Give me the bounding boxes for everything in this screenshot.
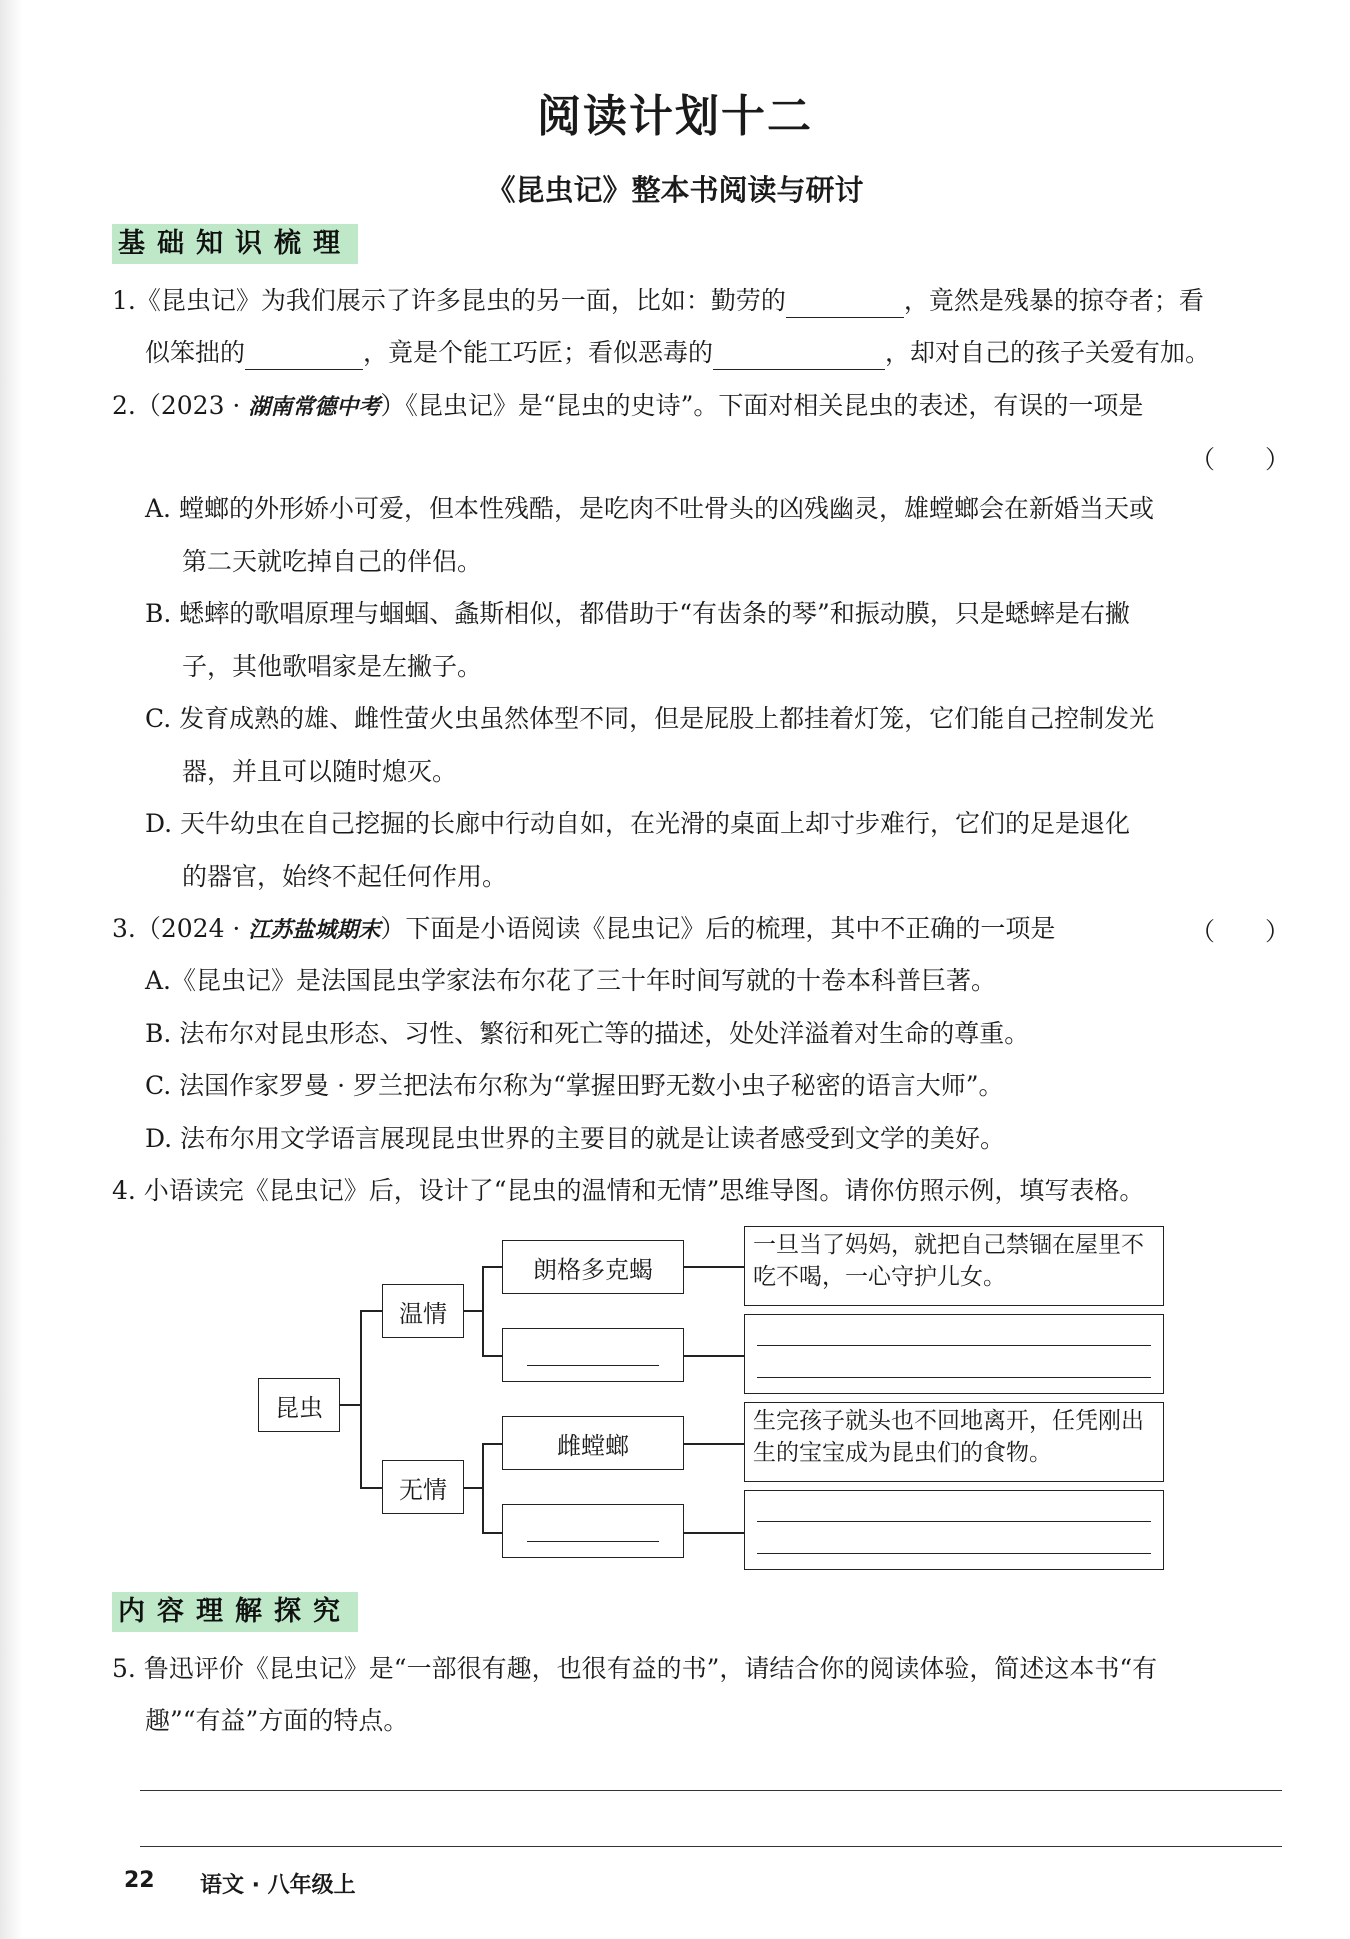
question-2-option-d-line-2: 的器官，始终不起任何作用。 (182, 862, 508, 891)
mind-map-root: 昆虫 (258, 1378, 340, 1432)
connector (684, 1532, 744, 1534)
connector (464, 1310, 482, 1312)
question-3-answer-paren[interactable]: （ ） (1190, 917, 1291, 946)
question-3-stem: 3.（2024 · 江苏盐城期末）下面是小语阅读《昆虫记》后的梳理，其中不正确的一项是 (112, 914, 1056, 943)
section-label-understanding: 内容理解探究 (112, 1592, 358, 1632)
answer-blank-3[interactable] (713, 343, 885, 370)
question-2-option-d-line-1: D. 天牛幼虫在自己挖掘的长廊中行动自如，在光滑的桌面上却寸步难行，它们的足是退化 (145, 809, 1131, 838)
mind-map-desc-2: 生完孩子就头也不回地离开，任凭刚出生的宝宝成为昆虫们的食物。 (744, 1402, 1164, 1482)
question-1-line-2: 似笨拙的 ，竟是个能工巧匠；看似恶毒的 ，却对自己的孩子关爱有加。 (145, 336, 1325, 370)
question-2-option-c-line-2: 器，并且可以随时熄灭。 (182, 757, 458, 786)
mind-map-desc-blank-2[interactable] (744, 1490, 1164, 1570)
footer-subject: 语文 · 八年级上 (200, 1873, 356, 1898)
connector (360, 1310, 382, 1312)
question-3-option-c: C. 法国作家罗曼 · 罗兰把法布尔称为“掌握田野无数小虫子秘密的语言大师”。 (145, 1071, 1004, 1100)
question-2-option-a-line-2: 第二天就吃掉自己的伴侣。 (182, 547, 483, 576)
connector (482, 1443, 502, 1445)
mind-map-desc-blank-1[interactable] (744, 1314, 1164, 1394)
question-2-option-b-line-2: 子，其他歌唱家是左撇子。 (182, 652, 483, 681)
connector (684, 1355, 744, 1357)
question-3-option-d: D. 法布尔用文学语言展现昆虫世界的主要目的就是让读者感受到文学的美好。 (145, 1124, 1006, 1153)
page-subtitle: 《昆虫记》整本书阅读与研讨 (486, 173, 864, 207)
page-number: 22 (124, 1868, 155, 1893)
question-4-stem: 4. 小语读完《昆虫记》后，设计了“昆虫的温情和无情”思维导图。请你仿照示例，填写表格。 (112, 1176, 1145, 1205)
question-3-source: 江苏盐城期末 (248, 918, 381, 943)
connector (360, 1310, 362, 1488)
question-3-option-b: B. 法布尔对昆虫形态、习性、繁衍和死亡等的描述，处处洋溢着对生命的尊重。 (145, 1019, 1030, 1048)
question-2-option-b-line-1: B. 蟋蟀的歌唱原理与蝈蝈、螽斯相似，都借助于“有齿条的琴”和振动膜，只是蟋蟀是右撇 (145, 599, 1130, 628)
mind-map-cold: 无情 (382, 1460, 464, 1514)
connector (482, 1532, 502, 1534)
mind-map-insect-2: 雌螳螂 (502, 1416, 684, 1470)
question-2-source: 湖南常德中考 (248, 395, 381, 420)
answer-line-1[interactable] (140, 1790, 1282, 1791)
question-5-line-2: 趣”“有益”方面的特点。 (145, 1706, 409, 1735)
mind-map-insect-blank-2[interactable] (502, 1504, 684, 1558)
question-2-stem: 2.（2023 · 湖南常德中考）《昆虫记》是“昆虫的史诗”。下面对相关昆虫的表述，有误的一项是 (112, 391, 1144, 420)
connector (482, 1266, 484, 1356)
write-line (757, 1345, 1151, 1346)
connector (340, 1404, 360, 1406)
page-title: 阅读计划十二 (537, 91, 813, 142)
write-line (527, 1365, 659, 1366)
write-line (757, 1521, 1151, 1522)
question-2-option-a-line-1: A. 螳螂的外形娇小可爱，但本性残酷，是吃肉不吐骨头的凶残幽灵，雄螳螂会在新婚当天或 (145, 494, 1154, 523)
connector (684, 1443, 744, 1445)
answer-line-2[interactable] (140, 1846, 1282, 1847)
connector (464, 1487, 482, 1489)
connector (360, 1487, 382, 1489)
question-2-option-c-line-1: C. 发育成熟的雄、雌性萤火虫虽然体型不同，但是屁股上都挂着灯笼，它们能自己控制发光 (145, 704, 1155, 733)
connector (482, 1355, 502, 1357)
question-1-line-1: 1.《昆虫记》为我们展示了许多昆虫的另一面，比如：勤劳的 ，竟然是残暴的掠夺者；看 (112, 284, 1292, 318)
mind-map-desc-1: 一旦当了妈妈，就把自己禁锢在屋里不吃不喝，一心守护儿女。 (744, 1226, 1164, 1306)
page-edge (0, 0, 22, 1939)
section-label-basic: 基础知识梳理 (112, 224, 358, 264)
answer-blank-1[interactable] (786, 291, 904, 318)
write-line (757, 1377, 1151, 1378)
answer-blank-2[interactable] (245, 343, 363, 370)
connector (684, 1266, 744, 1268)
connector (482, 1266, 502, 1268)
question-5-line-1: 5. 鲁迅评价《昆虫记》是“一部很有趣，也很有益的书”，请结合你的阅读体验，简述这本书“有 (112, 1654, 1158, 1683)
mind-map-warm: 温情 (382, 1284, 464, 1338)
write-line (527, 1541, 659, 1542)
connector (482, 1443, 484, 1533)
write-line (757, 1553, 1151, 1554)
question-2-answer-paren[interactable]: （ ） (1190, 445, 1291, 474)
mind-map-insect-blank-1[interactable] (502, 1328, 684, 1382)
question-3-option-a: A.《昆虫记》是法国昆虫学家法布尔花了三十年时间写就的十卷本科普巨著。 (145, 966, 997, 995)
mind-map-insect-1: 朗格多克蝎 (502, 1240, 684, 1294)
